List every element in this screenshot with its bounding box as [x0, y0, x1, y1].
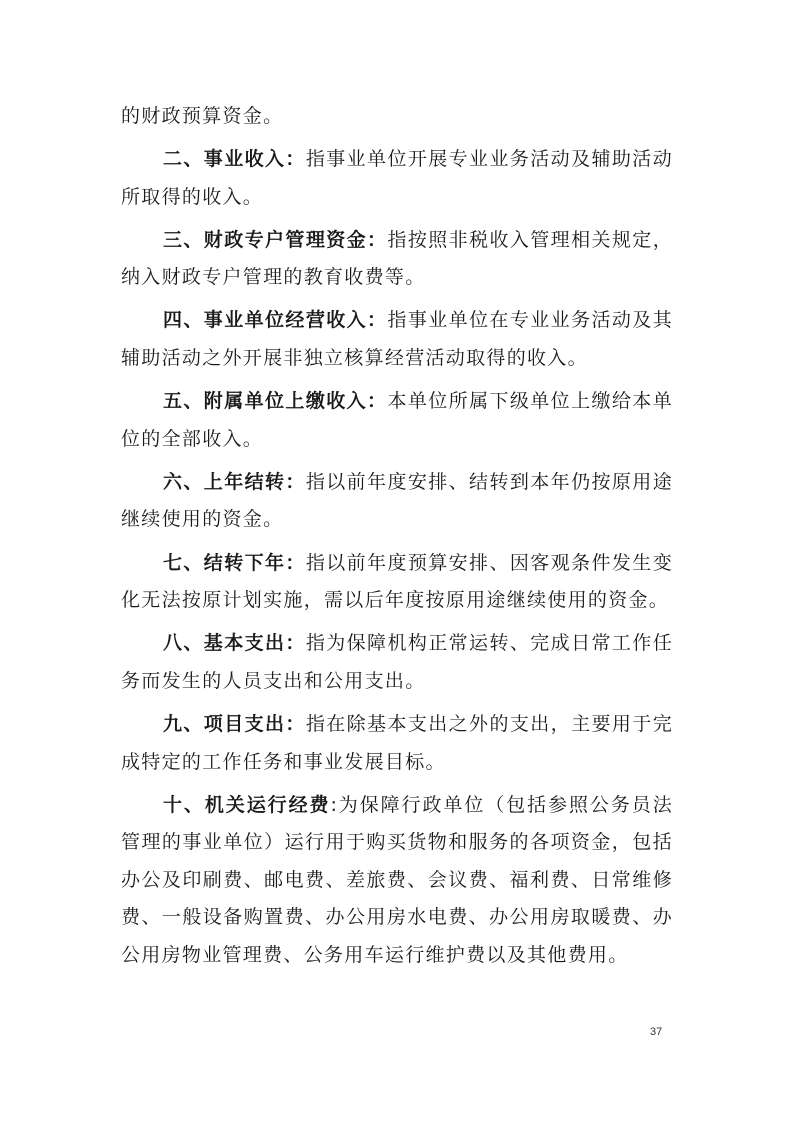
- term-label: 六、上年结转：: [163, 470, 306, 493]
- term-label: 九、项目支出：: [163, 712, 306, 735]
- paragraph-text: 的财政预算资金。: [121, 105, 284, 127]
- term-label: 三、财政专户管理资金：: [163, 228, 388, 251]
- definition-business-income: [121, 141, 673, 216]
- definition-text: 指按照非税收入管理相关规定，纳入财政专户管理的教育收费等。: [121, 228, 673, 289]
- paragraph-continuation: [121, 98, 673, 136]
- page-number: 37: [650, 1026, 663, 1038]
- term-label: 二、事业收入：: [163, 148, 306, 171]
- definition-basic-expenditure: [121, 625, 673, 700]
- definition-text: 本单位所属下级单位上缴给本单位的全部收入。: [121, 390, 673, 450]
- definition-subordinate-income: [121, 383, 673, 458]
- body-text: [121, 98, 673, 980]
- definition-text: :为保障行政单位（包括参照公务员法管理的事业单位）运行用于购买货物和服务的各项资金，包括办公及印刷费、邮电费、差旅费、会议费、福利费、日常维修费、一般设备购置费、办公用房水电费、办公用房取暖费、办公用房物业管理费、公务用车运行维护费以及其他费用。: [121, 793, 673, 966]
- definition-operating-expenses: [121, 787, 673, 975]
- term-label: 十、机关运行经费: [163, 793, 331, 816]
- definition-text: 指事业单位在专业业务活动及其辅助活动之外开展非独立核算经营活动取得的收入。: [121, 309, 673, 370]
- definition-special-account-funds: [121, 222, 673, 297]
- definition-text: 指在除基本支出之外的支出，主要用于完成特定的工作任务和事业发展目标。: [121, 712, 673, 773]
- definition-operating-income: [121, 302, 673, 377]
- definition-project-expenditure: [121, 706, 673, 781]
- term-label: 八、基本支出：: [163, 632, 306, 655]
- definition-text: 指以前年度预算安排、因客观条件发生变化无法按原计划实施，需以后年度按原用途继续使用的资金。: [121, 551, 673, 612]
- term-label: 五、附属单位上缴收入：: [163, 390, 388, 413]
- definition-text: 指以前年度安排、结转到本年仍按原用途继续使用的资金。: [121, 470, 673, 531]
- definition-text: 指事业单位开展专业业务活动及辅助活动所取得的收入。: [121, 148, 673, 208]
- term-label: 四、事业单位经营收入：: [163, 309, 388, 332]
- definition-text: 指为保障机构正常运转、完成日常工作任务而发生的人员支出和公用支出。: [121, 632, 673, 692]
- definition-prior-year-carryover: [121, 464, 673, 539]
- term-label: 七、结转下年：: [163, 551, 306, 574]
- definition-next-year-carryover: [121, 545, 673, 620]
